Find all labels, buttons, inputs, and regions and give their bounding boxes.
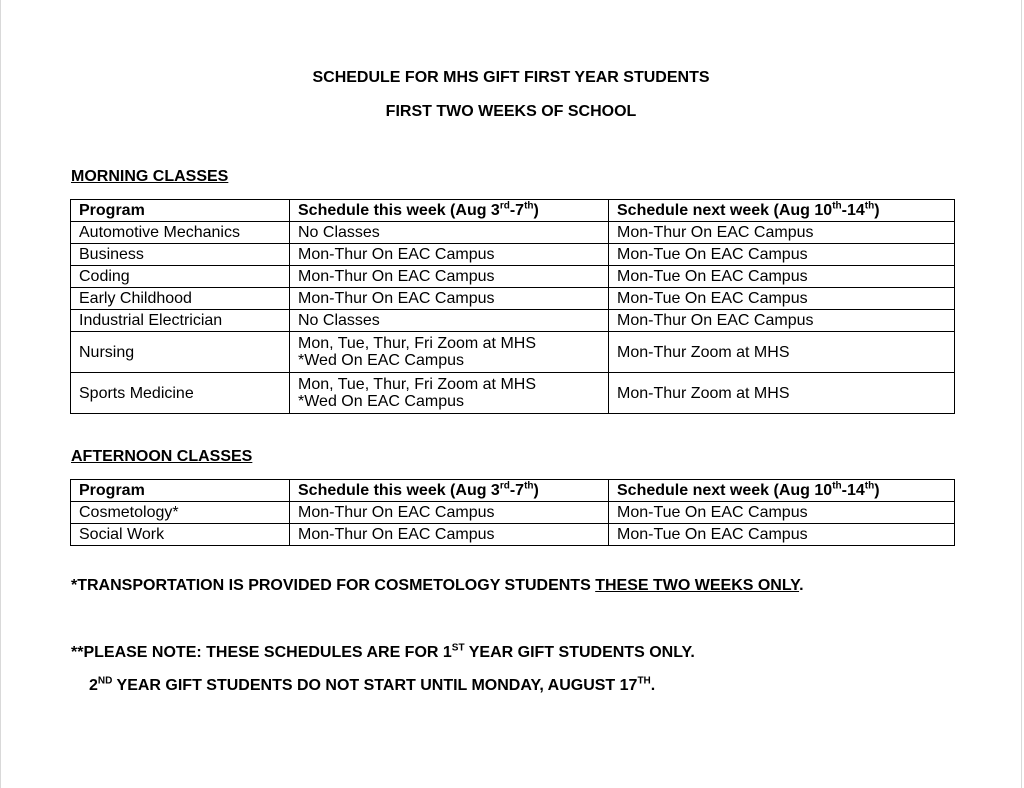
table-row [71, 266, 955, 288]
table-row [71, 288, 955, 310]
this-week-cell: Mon-Thur On EAC Campus [290, 244, 609, 266]
program-cell: Coding [71, 266, 290, 288]
afternoon-heading: AFTERNOON CLASSES [71, 448, 253, 465]
this-week-cell: Mon, Tue, Thur, Fri Zoom at MHS *Wed On EAC Campus [290, 373, 609, 414]
this-week-cell: Mon, Tue, Thur, Fri Zoom at MHS *Wed On EAC Campus [290, 332, 609, 373]
col-program: Program [71, 200, 290, 222]
table-row [71, 244, 955, 266]
morning-table [70, 199, 955, 414]
program-cell: Cosmetology* [71, 502, 290, 524]
this-week-cell: No Classes [290, 222, 609, 244]
table-header-row [71, 480, 955, 502]
next-week-cell: Mon-Tue On EAC Campus [609, 266, 955, 288]
program-cell: Nursing [71, 332, 290, 373]
this-week-cell: Mon-Thur On EAC Campus [290, 524, 609, 546]
program-cell: Social Work [71, 524, 290, 546]
this-week-cell: Mon-Thur On EAC Campus [290, 288, 609, 310]
table-header-row [71, 200, 955, 222]
doc-subtitle: FIRST TWO WEEKS OF SCHOOL [385, 103, 637, 120]
second-year-note: 2ND YEAR GIFT STUDENTS DO NOT START UNTIL MONDAY, AUGUST 17TH. [89, 675, 656, 694]
col-program: Program [71, 480, 290, 502]
please-note: **PLEASE NOTE: THESE SCHEDULES ARE FOR 1ST YEAR GIFT STUDENTS ONLY. [71, 642, 695, 661]
next-week-cell: Mon-Thur On EAC Campus [609, 222, 955, 244]
next-week-cell: Mon-Tue On EAC Campus [609, 288, 955, 310]
doc-title: SCHEDULE FOR MHS GIFT FIRST YEAR STUDENTS [312, 69, 710, 86]
col-next-week: Schedule next week (Aug 10th-14th) [609, 480, 955, 502]
col-next-week: Schedule next week (Aug 10th-14th) [609, 200, 955, 222]
program-cell: Industrial Electrician [71, 310, 290, 332]
table-row [71, 332, 955, 373]
program-cell: Automotive Mechanics [71, 222, 290, 244]
next-week-cell: Mon-Tue On EAC Campus [609, 502, 955, 524]
program-cell: Early Childhood [71, 288, 290, 310]
table-row [71, 222, 955, 244]
next-week-cell: Mon-Tue On EAC Campus [609, 524, 955, 546]
program-cell: Sports Medicine [71, 373, 290, 414]
col-this-week: Schedule this week (Aug 3rd-7th) [290, 480, 609, 502]
table-row [71, 373, 955, 414]
table-row [71, 502, 955, 524]
afternoon-table [70, 479, 955, 546]
program-cell: Business [71, 244, 290, 266]
next-week-cell: Mon-Thur Zoom at MHS [609, 332, 955, 373]
table-row [71, 310, 955, 332]
next-week-cell: Mon-Thur On EAC Campus [609, 310, 955, 332]
morning-heading: MORNING CLASSES [71, 168, 229, 185]
next-week-cell: Mon-Tue On EAC Campus [609, 244, 955, 266]
table-row [71, 524, 955, 546]
transportation-note: *TRANSPORTATION IS PROVIDED FOR COSMETOLOGY STUDENTS THESE TWO WEEKS ONLY. [71, 577, 804, 594]
next-week-cell: Mon-Thur Zoom at MHS [609, 373, 955, 414]
this-week-cell: No Classes [290, 310, 609, 332]
this-week-cell: Mon-Thur On EAC Campus [290, 266, 609, 288]
this-week-cell: Mon-Thur On EAC Campus [290, 502, 609, 524]
col-this-week: Schedule this week (Aug 3rd-7th) [290, 200, 609, 222]
